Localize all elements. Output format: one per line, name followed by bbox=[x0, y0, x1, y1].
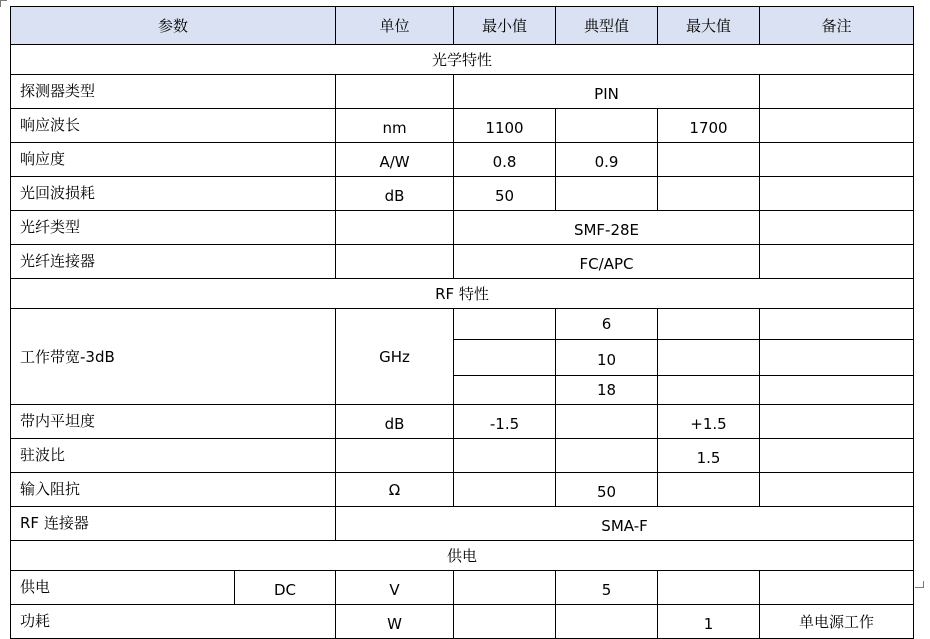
note-cell bbox=[760, 109, 914, 143]
unit-cell: W bbox=[336, 605, 454, 639]
typ-cell: 5 bbox=[556, 571, 658, 605]
typ-cell: 10 bbox=[556, 340, 658, 376]
note-cell bbox=[760, 211, 914, 245]
section-row bbox=[11, 45, 914, 75]
unit-cell bbox=[336, 75, 454, 109]
header-param: 参数 bbox=[11, 7, 336, 45]
min-cell: 0.8 bbox=[454, 143, 556, 177]
unit-cell: Ω bbox=[336, 473, 454, 507]
param-cell: RF 连接器 bbox=[11, 507, 336, 541]
unit-cell: A/W bbox=[336, 143, 454, 177]
typ-cell: 6 bbox=[556, 309, 658, 340]
table-row bbox=[11, 507, 914, 541]
min-cell bbox=[454, 439, 556, 473]
typ-cell bbox=[556, 605, 658, 639]
table-row bbox=[11, 605, 914, 639]
min-cell bbox=[454, 340, 556, 376]
max-cell bbox=[658, 571, 760, 605]
max-cell bbox=[658, 340, 760, 376]
section-power: 供电 bbox=[11, 541, 914, 571]
table-row bbox=[11, 211, 914, 245]
max-cell bbox=[658, 143, 760, 177]
unit-cell bbox=[336, 245, 454, 279]
table-row bbox=[11, 571, 914, 605]
section-row bbox=[11, 279, 914, 309]
section-optical: 光学特性 bbox=[11, 45, 914, 75]
param-cell: 带内平坦度 bbox=[11, 405, 336, 439]
typ-cell bbox=[556, 109, 658, 143]
value-cell: FC/APC bbox=[454, 245, 760, 279]
param-cell: 供电 bbox=[11, 571, 235, 605]
note-cell bbox=[760, 473, 914, 507]
note-cell bbox=[760, 439, 914, 473]
typ-cell: 0.9 bbox=[556, 143, 658, 177]
table-row bbox=[11, 473, 914, 507]
value-cell: PIN bbox=[454, 75, 760, 109]
max-cell: +1.5 bbox=[658, 405, 760, 439]
max-cell bbox=[658, 376, 760, 405]
min-cell bbox=[454, 309, 556, 340]
note-cell bbox=[760, 309, 914, 340]
corner-mark bbox=[0, 0, 7, 7]
value-cell: SMA-F bbox=[336, 507, 914, 541]
max-cell bbox=[658, 177, 760, 211]
spec-table bbox=[10, 6, 914, 639]
sub-param-cell: DC bbox=[235, 571, 336, 605]
param-cell: 探测器类型 bbox=[11, 75, 336, 109]
min-cell bbox=[454, 571, 556, 605]
typ-cell: 50 bbox=[556, 473, 658, 507]
param-cell: 驻波比 bbox=[11, 439, 336, 473]
param-cell: 输入阻抗 bbox=[11, 473, 336, 507]
note-cell: 单电源工作 bbox=[760, 605, 914, 639]
section-rf: RF 特性 bbox=[11, 279, 914, 309]
param-cell: 工作带宽-3dB bbox=[11, 309, 336, 405]
header-typ: 典型值 bbox=[556, 7, 658, 45]
note-cell bbox=[760, 177, 914, 211]
min-cell bbox=[454, 376, 556, 405]
note-cell bbox=[760, 143, 914, 177]
max-cell: 1700 bbox=[658, 109, 760, 143]
note-cell bbox=[760, 376, 914, 405]
param-cell: 响应度 bbox=[11, 143, 336, 177]
param-cell: 功耗 bbox=[11, 605, 336, 639]
unit-cell bbox=[336, 439, 454, 473]
note-cell bbox=[760, 75, 914, 109]
header-max: 最大值 bbox=[658, 7, 760, 45]
param-cell: 光回波损耗 bbox=[11, 177, 336, 211]
table-row bbox=[11, 439, 914, 473]
min-cell: -1.5 bbox=[454, 405, 556, 439]
max-cell bbox=[658, 473, 760, 507]
table-header-row bbox=[11, 7, 914, 45]
table-row bbox=[11, 75, 914, 109]
table-row bbox=[11, 109, 914, 143]
note-cell bbox=[760, 571, 914, 605]
value-cell: SMF-28E bbox=[454, 211, 760, 245]
unit-cell: dB bbox=[336, 177, 454, 211]
max-cell: 1 bbox=[658, 605, 760, 639]
typ-cell bbox=[556, 405, 658, 439]
note-cell bbox=[760, 405, 914, 439]
section-row bbox=[11, 541, 914, 571]
param-cell: 响应波长 bbox=[11, 109, 336, 143]
table-row bbox=[11, 177, 914, 211]
unit-cell: V bbox=[336, 571, 454, 605]
unit-cell: nm bbox=[336, 109, 454, 143]
header-unit: 单位 bbox=[336, 7, 454, 45]
param-cell: 光纤连接器 bbox=[11, 245, 336, 279]
min-cell: 1100 bbox=[454, 109, 556, 143]
min-cell: 50 bbox=[454, 177, 556, 211]
corner-mark bbox=[915, 581, 924, 588]
note-cell bbox=[760, 340, 914, 376]
unit-cell: GHz bbox=[336, 309, 454, 405]
note-cell bbox=[760, 245, 914, 279]
param-cell: 光纤类型 bbox=[11, 211, 336, 245]
table-row bbox=[11, 245, 914, 279]
min-cell bbox=[454, 605, 556, 639]
typ-cell bbox=[556, 439, 658, 473]
table-row bbox=[11, 405, 914, 439]
unit-cell bbox=[336, 211, 454, 245]
header-note: 备注 bbox=[760, 7, 914, 45]
unit-cell: dB bbox=[336, 405, 454, 439]
header-min: 最小值 bbox=[454, 7, 556, 45]
typ-cell: 18 bbox=[556, 376, 658, 405]
table-row bbox=[11, 143, 914, 177]
table-row bbox=[11, 309, 914, 340]
min-cell bbox=[454, 473, 556, 507]
max-cell: 1.5 bbox=[658, 439, 760, 473]
max-cell bbox=[658, 309, 760, 340]
typ-cell bbox=[556, 177, 658, 211]
